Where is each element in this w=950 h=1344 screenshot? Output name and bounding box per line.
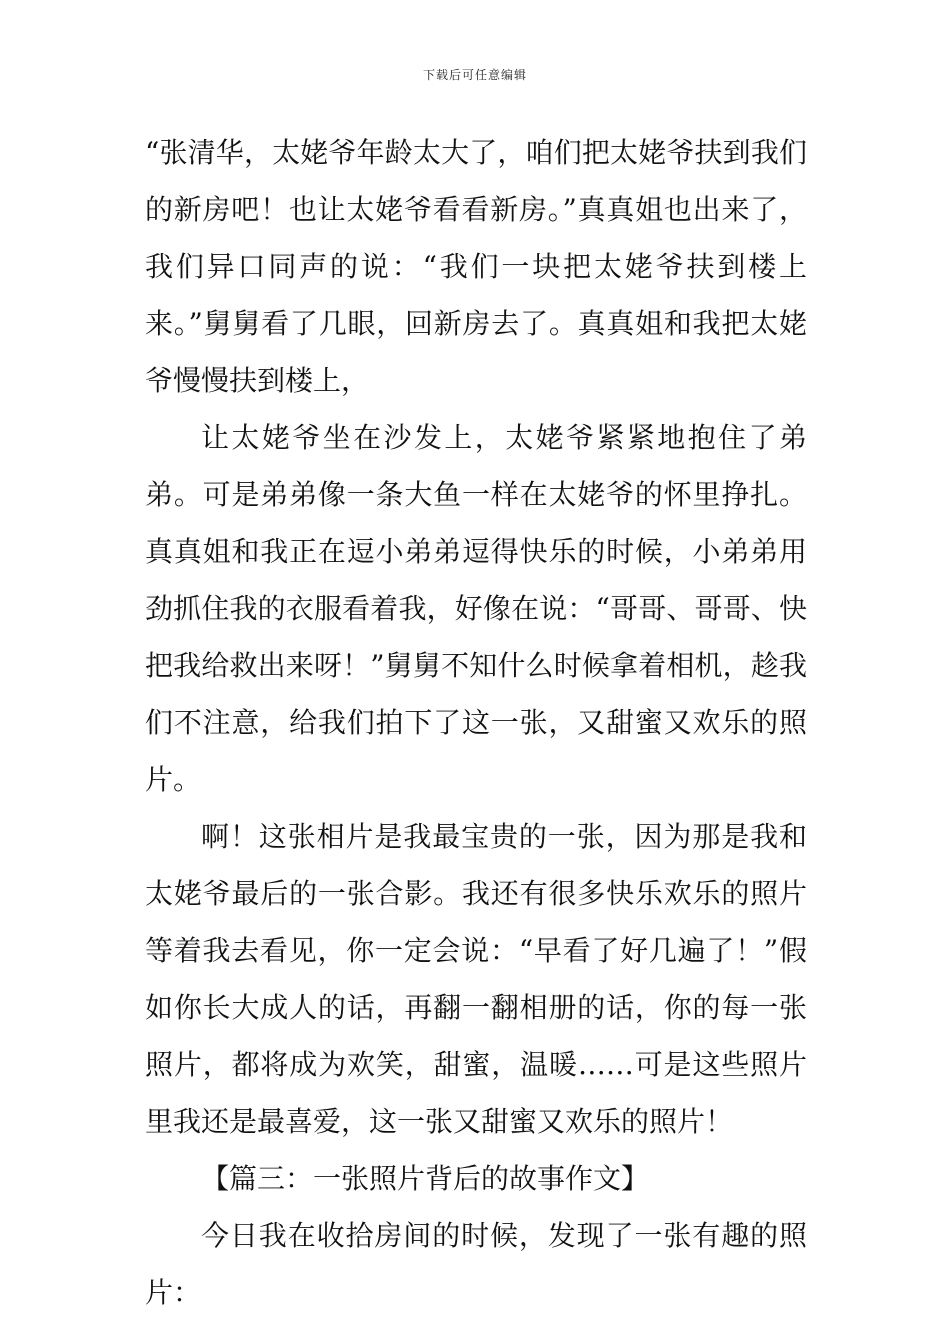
section-heading: 【篇三：一张照片背后的故事作文】 [201, 1162, 650, 1195]
page-header: 下载后可任意编辑 [422, 68, 527, 82]
paragraph-3: 啊！这张相片是我最宝贵的一张，因为那是我和太姥爷最后的一张合影。我还有很多快乐欢乐的照片等着我去看见，你一定会说：“早看了好几遍了！”假如你长大成人的话，再翻一翻相册的话，你的每一张照片，都将成为欢笑，甜蜜，温暖……可是这些照片里我还是最喜爱，这一张又甜蜜又欢乐的照片！ [145, 820, 807, 1138]
paragraph-2: 让太姥爷坐在沙发上，太姥爷紧紧地抱住了弟弟。可是弟弟像一条大鱼一样在太姥爷的怀里挣扎。真真姐和我正在逗小弟弟逗得快乐的时候，小弟弟用劲抓住我的衣服看着我，好像在说：“哥哥、哥哥、快把我给救出来呀！”舅舅不知什么时候拿着相机，趁我们不注意，给我们拍下了这一张，又甜蜜又欢乐的照片。 [145, 421, 807, 796]
document-body [145, 124, 807, 1321]
paragraph-1: “张清华，太姥爷年龄太大了，咱们把太姥爷扶到我们的新房吧！也让太姥爷看看新房。”真真姐也出来了，我们异口同声的说：“我们一块把太姥爷扶到楼上来。”舅舅看了几眼，回新房去了。真真姐和我把太姥爷慢慢扶到楼上， [145, 136, 807, 397]
paragraph-4: 今日我在收拾房间的时候，发现了一张有趣的照片： [145, 1219, 807, 1309]
